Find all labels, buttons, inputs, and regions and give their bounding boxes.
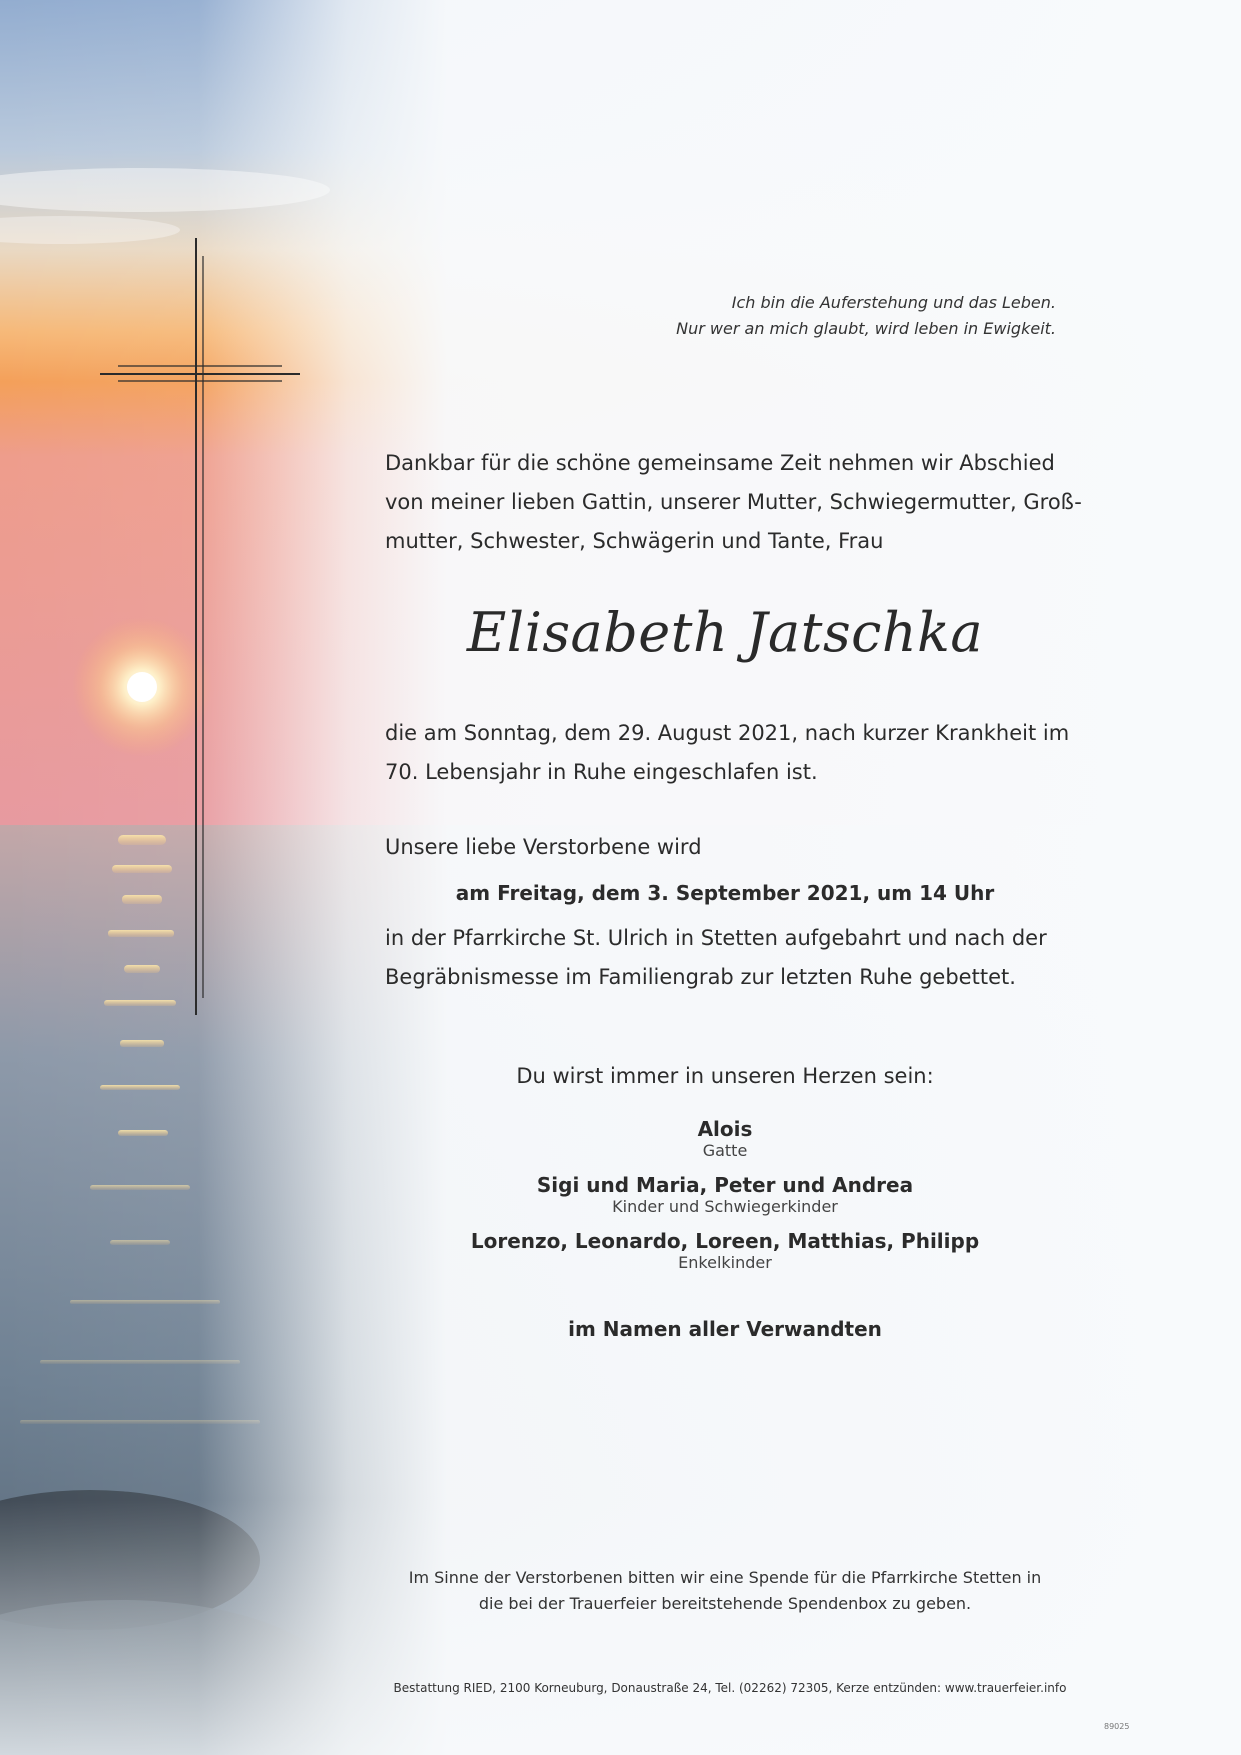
donation-line-1: Im Sinne der Verstorbenen bitten wir eine Spende für die Pfarrkirche Stetten in (408, 1568, 1042, 1587)
burial-text (385, 919, 1065, 997)
burial-lead: Unsere liebe Verstorbene wird (385, 835, 702, 859)
bible-quote (560, 290, 1056, 342)
mourner-names: Sigi und Maria, Peter und Andrea (536, 1173, 914, 1197)
donation-line-2: die bei der Trauerfeier bereitstehende Spendenbox zu geben. (478, 1594, 972, 1613)
funeral-home-info: Bestattung RIED, 2100 Korneuburg, Donaustraße 24, Tel. (02262) 72305, Kerze entzünden: www.trauerfeier.info (393, 1681, 1067, 1695)
death-text (385, 714, 1070, 792)
deceased-name: Elisabeth Jatschka (466, 601, 984, 664)
relatives-line: im Namen aller Verwandten (568, 1317, 882, 1341)
death-line-2: 70. Lebensjahr in Ruhe eingeschlafen ist. (385, 760, 818, 784)
mourner-group-1 (385, 1116, 1065, 1160)
burial-line-1: in der Pfarrkirche St. Ulrich in Stetten aufgebahrt und nach der (385, 926, 1047, 950)
print-code: 89025 (1104, 1722, 1130, 1731)
bible-quote-line-1: Ich bin die Auferstehung und das Leben. (731, 293, 1056, 312)
burial-line-2: Begräbnismesse im Familiengrab zur letzten Ruhe gebettet. (385, 965, 1016, 989)
mourner-role: Enkelkinder (678, 1253, 772, 1272)
bible-quote-line-2: Nur wer an mich glaubt, wird leben in Ewigkeit. (676, 319, 1056, 338)
donation-note (360, 1565, 1090, 1617)
burial-date: am Freitag, dem 3. September 2021, um 14 Uhr (455, 881, 995, 905)
mourner-group-3 (385, 1228, 1065, 1272)
mourner-group-2 (385, 1172, 1065, 1216)
mourner-role: Kinder und Schwiegerkinder (612, 1197, 838, 1216)
mourner-names: Lorenzo, Leonardo, Loreen, Matthias, Philipp (470, 1229, 980, 1253)
intro-line-1: Dankbar für die schöne gemeinsame Zeit nehmen wir Abschied (385, 451, 1055, 475)
death-line-1: die am Sonntag, dem 29. August 2021, nach kurzer Krankheit im (385, 721, 1070, 745)
mourner-names: Alois (697, 1117, 753, 1141)
intro-line-2: von meiner lieben Gattin, unserer Mutter, Schwiegermutter, Groß- (385, 490, 1082, 514)
heart-line: Du wirst immer in unseren Herzen sein: (516, 1064, 934, 1088)
intro-text (385, 444, 1082, 561)
intro-line-3: mutter, Schwester, Schwägerin und Tante, Frau (385, 529, 884, 553)
mourner-role: Gatte (702, 1141, 748, 1160)
